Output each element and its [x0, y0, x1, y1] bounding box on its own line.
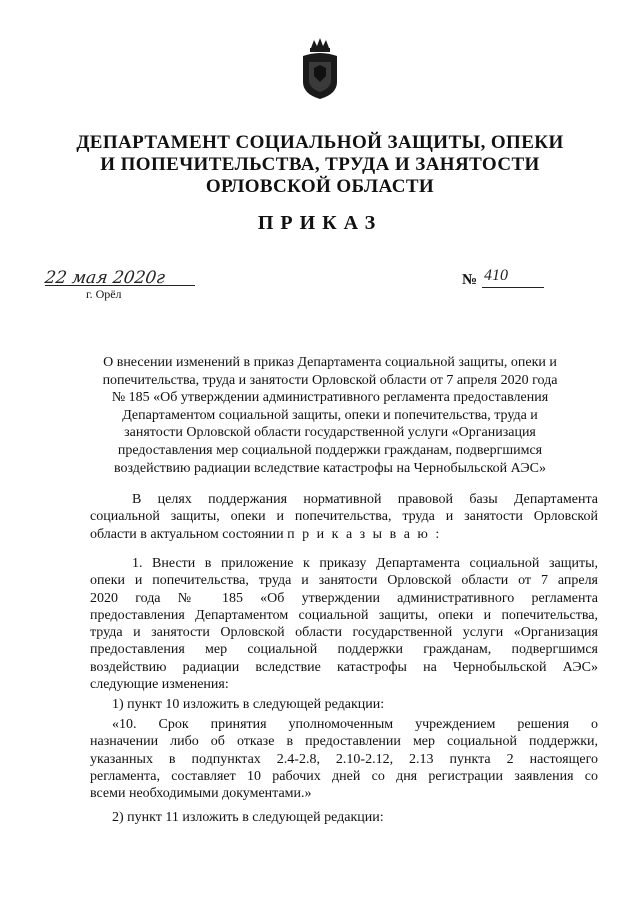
- preamble-last-line: [90, 526, 598, 543]
- number-underline: [482, 287, 544, 288]
- sub-item-2-text: 2) пункт 11 изложить в следующей редакции:: [112, 810, 384, 825]
- item-1-line: воздействию радиации вследствие катастрофы на Чернобыльской АЭС»: [90, 659, 598, 675]
- city-label: г. Орёл: [86, 287, 122, 301]
- clause-10-line: регламента, составляет 10 рабочих дней со дня регистрации заявления со: [90, 768, 598, 784]
- subject-line: Департаментом социальной защиты, опеки и попечительства, труда и: [122, 407, 538, 423]
- item-1-paragraph: [90, 555, 598, 693]
- clause-10-line: указанных в подпунктах 2.4-2.8, 2.10-2.12, 2.13 пункта 2 настоящего: [90, 751, 598, 767]
- item-1-line: предоставления мер социальной поддержки гражданам, подвергшимся: [90, 642, 598, 658]
- department-line: ОРЛОВСКОЙ ОБЛАСТИ: [205, 176, 435, 197]
- item-1-line: 2020 года № 185 «Об утверждении административного регламента: [90, 590, 598, 606]
- clause-10-quote: [90, 716, 598, 802]
- subject-line: воздействию радиации вследствие катастрофы на Чернобыльской АЭС»: [113, 460, 547, 476]
- preamble-line: В целях поддержания нормативной правовой базы Департамента: [132, 492, 598, 507]
- item-1-line: предоставления Департаментом социальной защиты, опеки и попечительства,: [90, 607, 598, 623]
- item-1-line: труда и занятости Орловской области государственной услуги «Организация: [90, 625, 598, 641]
- sub-item-2: [90, 809, 598, 826]
- preamble-last-prefix: области в актуальном состоянии: [90, 526, 284, 542]
- date-underline: [45, 285, 195, 286]
- order-verb: п р и к а з ы в а ю :: [287, 526, 442, 542]
- department-line: ДЕПАРТАМЕНТ СОЦИАЛЬНОЙ ЗАЩИТЫ, ОПЕКИ: [76, 132, 564, 153]
- sub-item-1: [90, 696, 598, 713]
- handwritten-date: 22 мая 2020г: [43, 268, 167, 288]
- item-1-last-line: следующие изменения:: [90, 677, 229, 693]
- clause-10-line: «10. Срок принятия уполномоченным учреждением решения о: [112, 717, 598, 732]
- item-1-line: опеки и попечительства, труда и занятости Орловской области от 7 апреля: [90, 573, 598, 589]
- sub-item-1-text: 1) пункт 10 изложить в следующей редакции:: [112, 697, 385, 712]
- preamble-line: социальной защиты, опеки и попечительства, труда и занятости Орловской: [90, 509, 598, 525]
- subject-line: предоставления мер социальной поддержки гражданам, подвергшимся: [117, 442, 543, 458]
- subject-line: О внесении изменений в приказ Департамента социальной защиты, опеки и: [103, 355, 557, 370]
- department-line: И ПОПЕЧИТЕЛЬСТВА, ТРУДА И ЗАНЯТОСТИ: [100, 154, 540, 175]
- preamble-paragraph: [90, 491, 598, 543]
- department-name: [40, 132, 600, 198]
- item-1-line: 1. Внести в приложение к приказу Департамента социальной защиты,: [132, 556, 598, 571]
- subject-line: занятости Орловской области государственной услуги «Организация: [124, 425, 536, 441]
- clause-10-line: назначении либо об отказе в предоставлении мер социальной поддержки,: [90, 734, 598, 750]
- subject-line: попечительства, труда и занятости Орловской области от 7 апреля 2020 года: [102, 372, 558, 388]
- oryol-coat-of-arms-icon: [297, 38, 343, 100]
- subject-line: № 185 «Об утверждении административного регламента предоставления: [111, 390, 549, 406]
- order-subject: [80, 354, 580, 477]
- clause-10-last-line: всеми необходимыми документами.»: [90, 786, 312, 802]
- handwritten-number: 410: [484, 267, 508, 284]
- number-symbol: №: [462, 272, 478, 288]
- document-type-title: ПРИКАЗ: [257, 212, 383, 234]
